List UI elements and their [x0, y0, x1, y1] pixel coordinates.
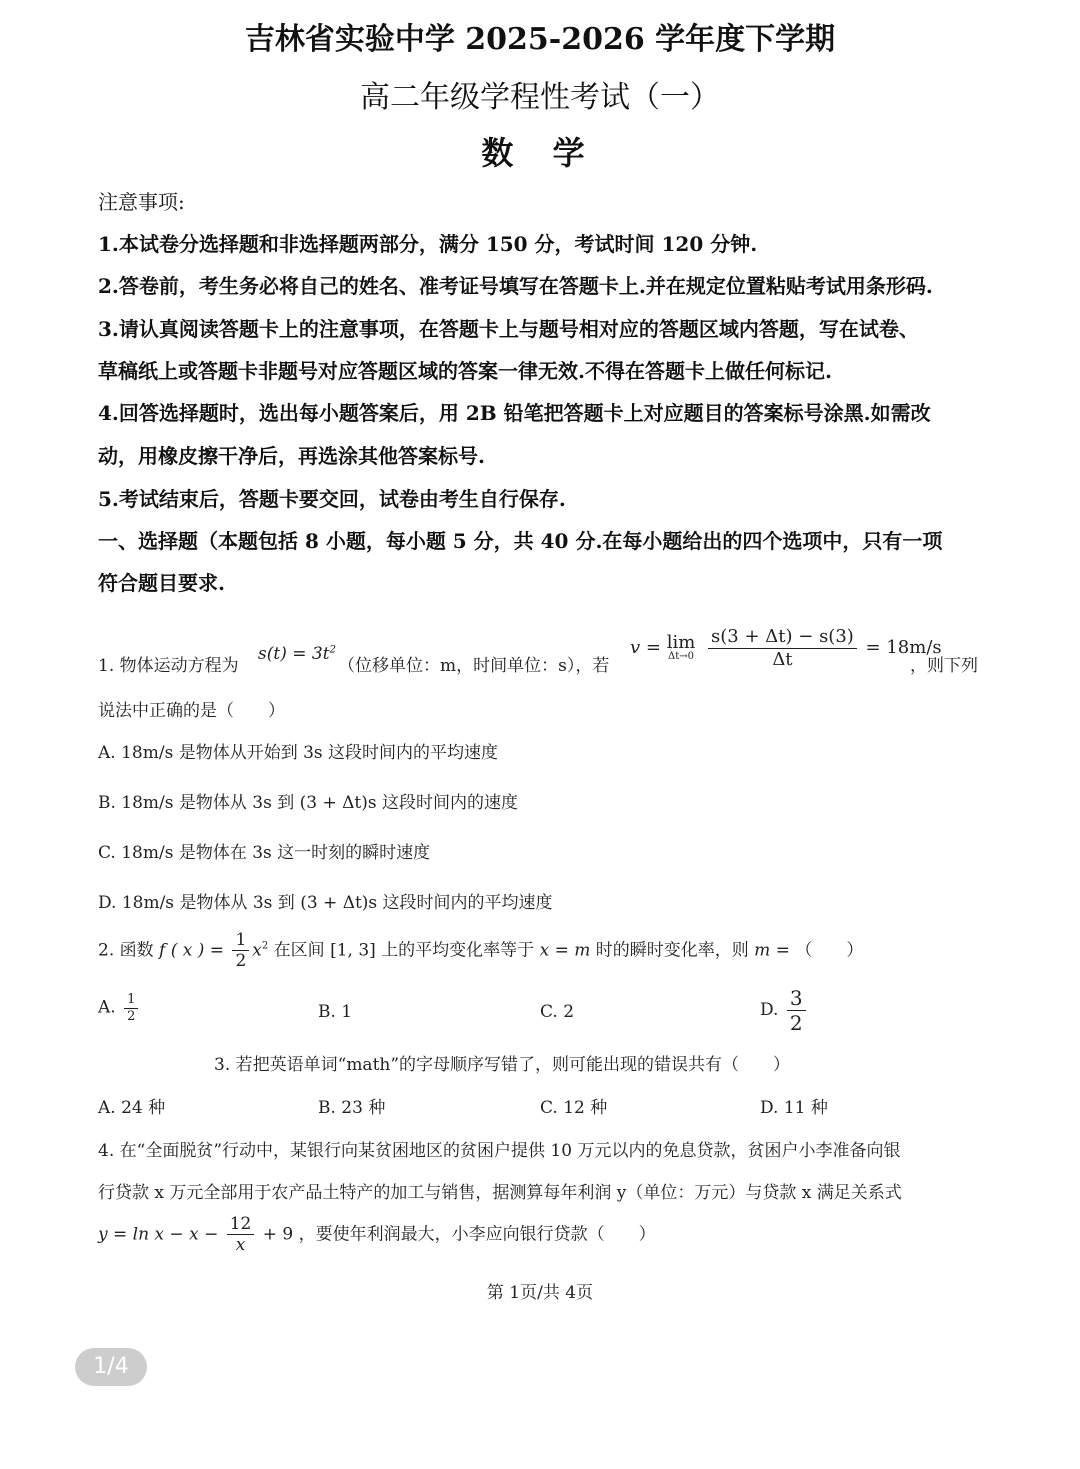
q1-option-a: A. 18m/s 是物体从开始到 3s 这段时间内的平均速度 — [98, 743, 499, 763]
note-4a: 4.回答选择题时，选出每小题答案后，用 2B 铅笔把答题卡上对应题目的答案标号涂黑.如需改 — [98, 401, 931, 425]
note-3b: 草稿纸上或答题卡非题号对应答题区域的答案一律无效.不得在答题卡上做任何标记. — [98, 359, 832, 383]
q4-line1: 4. 在“全面脱贫”行动中，某银行向某贫困地区的贫困户提供 10 万元以内的免息贷款，贫困户小李准备向银 — [98, 1141, 901, 1161]
note-4b: 动，用橡皮擦干净后，再选涂其他答案标号. — [98, 444, 485, 468]
q1-units: （位移单位：m，时间单位：s），若 — [338, 656, 610, 676]
q2-option-d: D. $\frac{3}{2}$ — [760, 986, 809, 1035]
subject-title: 数 学 — [481, 134, 599, 172]
q1-formula: $s(t) = 3t^2$ — [258, 644, 336, 664]
page-indicator[interactable]: 1/4 — [75, 1348, 147, 1386]
q4-line3: y = ln x − x − $\frac{12}{x}$ + 9 ，要使年利润最大，小李应向银行贷款（ ） — [98, 1214, 656, 1256]
q3-option-b: B. 23 种 — [318, 1098, 386, 1118]
note-3a: 3.请认真阅读答题卡上的注意事项，在答题卡上与题号相对应的答题区域内答题，写在试卷、 — [98, 317, 919, 341]
exam-title: 高二年级学程性考试（一） — [360, 80, 720, 115]
q2-option-c: C. 2 — [540, 1002, 575, 1022]
q2-option-a: A. $\frac{1}{2}$ — [98, 992, 141, 1024]
section1-line-a: 一、选择题（本题包括 8 小题，每小题 5 分，共 40 分.在每小题给出的四个选项中，只有一项 — [98, 529, 943, 553]
q1-option-c: C. 18m/s 是物体在 3s 这一时刻的瞬时速度 — [98, 843, 431, 863]
q1-option-b: B. 18m/s 是物体从 3s 到 (3 + Δt)s 这段时间内的速度 — [98, 793, 519, 813]
notes-heading: 注意事项: — [98, 190, 185, 214]
q1-lead: 1. 物体运动方程为 — [98, 656, 239, 676]
q4-line2: 行贷款 x 万元全部用于农产品土特产的加工与销售，据测算每年利润 y（单位：万元）与贷款 x 满足关系式 — [98, 1183, 902, 1203]
q1-option-d: D. 18m/s 是物体从 3s 到 (3 + Δt)s 这段时间内的平均速度 — [98, 893, 553, 913]
page-footer: 第 1页/共 4页 — [486, 1283, 594, 1303]
q1-tail: ，则下列 — [910, 656, 978, 676]
q3-option-d: D. 11 种 — [760, 1098, 828, 1118]
note-1: 1.本试卷分选择题和非选择题两部分，满分 150 分，考试时间 120 分钟. — [98, 232, 758, 256]
q1-stem-line2: 说法中正确的是（ ） — [98, 701, 285, 721]
q3-option-c: C. 12 种 — [540, 1098, 608, 1118]
q3-option-a: A. 24 种 — [98, 1098, 166, 1118]
q3-stem: 3. 若把英语单词“math”的字母顺序写错了，则可能出现的错误共有（ ） — [214, 1055, 791, 1075]
q1-limit-expression: v = lim Δt→0 $\frac{s(3 + \Delta t) - s(3)}{\Delta t}$ = 18m/s — [630, 626, 942, 670]
note-5: 5.考试结束后，答题卡要交回，试卷由考生自行保存. — [98, 487, 566, 511]
section1-line-b: 符合题目要求. — [98, 571, 225, 595]
q2-option-b: B. 1 — [318, 1002, 353, 1022]
note-2: 2.答卷前，考生务必将自己的姓名、准考证号填写在答题卡上.并在规定位置粘贴考试用条形码. — [98, 274, 933, 298]
q2-stem: 2. 函数 f ( x ) = $\frac{1}{2}$ $x^2$ 在区间 [1, 3] 上的平均变化率等于 x = m 时的瞬时变化率，则 m = （ ） — [98, 930, 864, 972]
school-title: 吉林省实验中学 2025-2026 学年度下学期 — [244, 22, 836, 57]
